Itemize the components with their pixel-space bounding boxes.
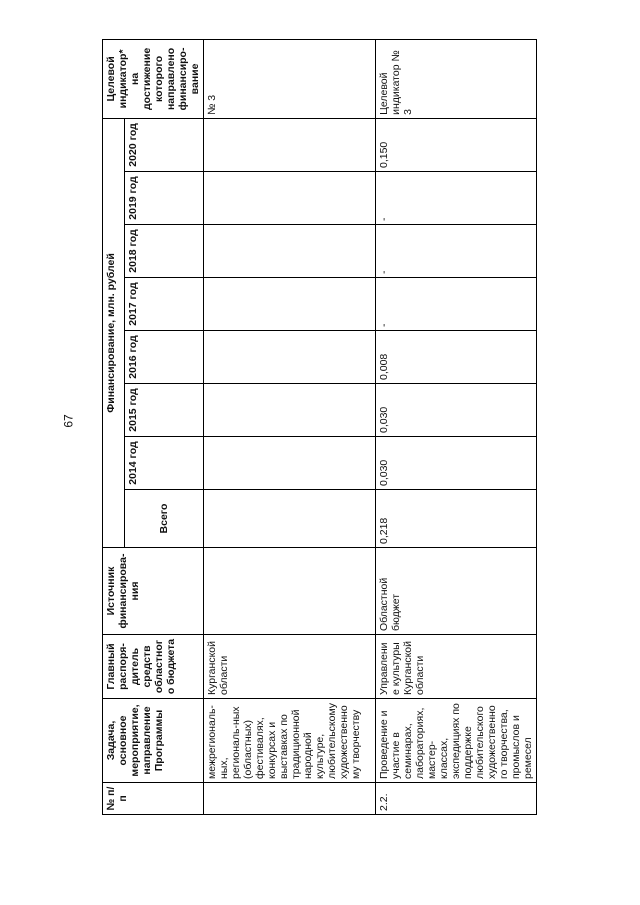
cell-source: Областной бюджет — [376, 548, 537, 635]
cell-num — [204, 783, 376, 815]
header-2018: 2018 год — [125, 225, 204, 278]
cell-source — [204, 548, 376, 635]
cell-2015 — [204, 384, 376, 437]
cell-2020: 0,150 — [376, 118, 537, 171]
rotated-table-wrapper — [102, 40, 532, 815]
table-row — [376, 39, 537, 814]
header-task: Задача, основное мероприятие, направление Программы — [103, 699, 204, 783]
header-2020: 2020 год — [125, 118, 204, 171]
cell-2017 — [204, 278, 376, 331]
cell-indicator: Целевой индикатор № 3 — [376, 39, 537, 118]
cell-manager: Курганской области — [204, 635, 376, 699]
cell-2019: - — [376, 172, 537, 225]
cell-2016: 0,008 — [376, 331, 537, 384]
cell-2019 — [204, 172, 376, 225]
header-source: Источник финансирова-ния — [103, 548, 204, 635]
header-2017: 2017 год — [125, 278, 204, 331]
cell-2015: 0,030 — [376, 384, 537, 437]
financing-table — [102, 39, 537, 815]
cell-indicator: № 3 — [204, 39, 376, 118]
header-num: № п/п — [103, 783, 204, 815]
cell-2016 — [204, 331, 376, 384]
cell-num: 2.2. — [376, 783, 537, 815]
header-2016: 2016 год — [125, 331, 204, 384]
table-row — [204, 39, 376, 814]
header-2015: 2015 год — [125, 384, 204, 437]
header-2019: 2019 год — [125, 172, 204, 225]
cell-task: Проведение и участие в семинарах, лабораториях, мастер-классах, экспедициях по поддержке любительского художественного творчества, промыслов и ремесел — [376, 699, 537, 783]
cell-total — [204, 490, 376, 548]
cell-2018 — [204, 225, 376, 278]
header-indicator: Целевой индикатор* на достижение которого направлено финансиро-вание — [103, 39, 204, 118]
cell-2014: 0,030 — [376, 437, 537, 490]
header-financing-group: Финансирование, млн. рублей — [103, 118, 125, 547]
cell-task: межрегиональ-ных, региональ-ных (областных) фестивалях, конкурсах и выставках по традиционной народной культуре, любительскому художественному творчеству — [204, 699, 376, 783]
cell-2014 — [204, 437, 376, 490]
header-total: Всего — [125, 490, 204, 548]
cell-total: 0,218 — [376, 490, 537, 548]
cell-manager: Управление культуры Курганской области — [376, 635, 537, 699]
page-number: 67 — [61, 414, 76, 428]
cell-2020 — [204, 118, 376, 171]
header-manager: Главный распоря-дитель средств областного бюджета — [103, 635, 204, 699]
cell-2018: - — [376, 225, 537, 278]
cell-2017: - — [376, 278, 537, 331]
rotated-table-inner — [102, 40, 532, 815]
header-2014: 2014 год — [125, 437, 204, 490]
